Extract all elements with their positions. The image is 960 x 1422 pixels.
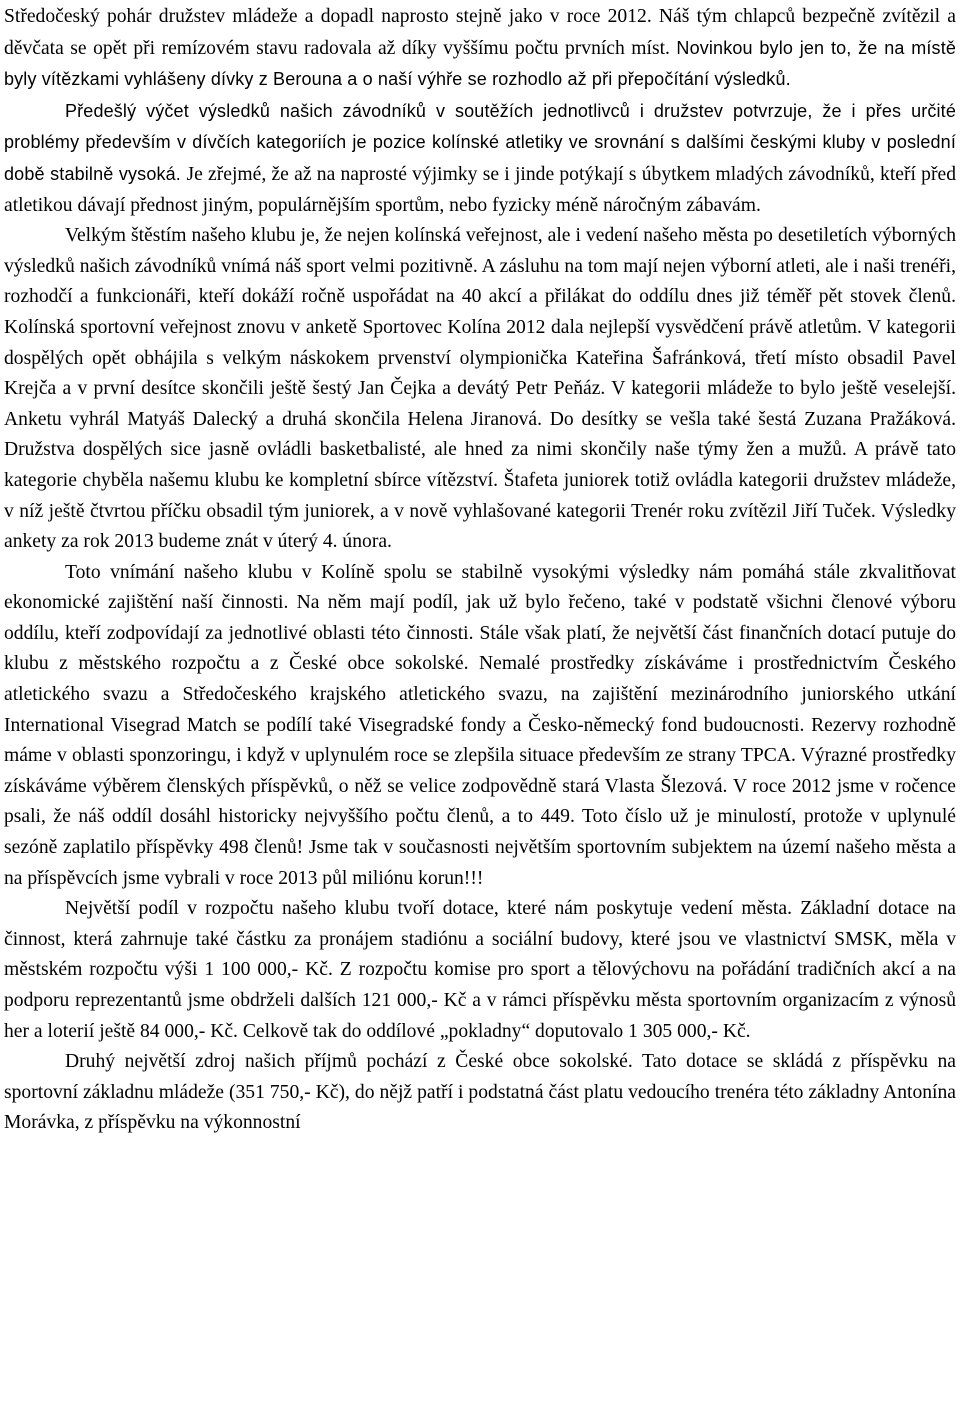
paragraph-2-text-b: Je zřejmé, že až na naprosté výjimky se i jinde potýkají s úbytkem mladých závodníků, kteří před atletikou dávají přednost jiným, populárnějším sportům, nebo fyzicky méně náročným zábavám.	[4, 163, 956, 216]
paragraph-3	[4, 221, 956, 558]
paragraph-2	[4, 96, 956, 221]
paragraph-5-text: Největší podíl v rozpočtu našeho klubu tvoří dotace, které nám poskytuje vedení města. Základní dotace na činnost, která zahrnuje také částku za pronájem stadiónu a sociální budovy, které jsou ve vlastnictví SMSK, měla v městském rozpočtu výši 1 100 000,- Kč. Z rozpočtu komise pro sport a tělovýchovu na pořádání tradičních akcí a na podporu reprezentantů jsme obdrželi dalších 121 000,- Kč a v rámci příspěvku města sportovním organizacím z výnosů her a loterií ještě 84 000,- Kč. Celkově tak do oddílové „pokladny“ doputovalo 1 305 000,- Kč.	[4, 898, 956, 1042]
paragraph-6-text: Druhý největší zdroj našich příjmů pochází z České obce sokolské. Tato dotace se skládá z příspěvku na sportovní základnu mládeže (351 750,- Kč), do nějž patří i podstatná část platu vedoucího trenéra této základny Antonína Morávka, z příspěvku na výkonnostní	[4, 1051, 956, 1134]
paragraph-5	[4, 894, 956, 1047]
paragraph-1	[4, 2, 956, 96]
paragraph-1-text-b: Novinkou bylo jen to, že na místě byly vítězkami vyhlášeny dívky z Berouna a o naší výhře se rozhodlo až při přepočítání výsledků.	[4, 37, 956, 90]
paragraph-4-text: Toto vnímání našeho klubu v Kolíně spolu se stabilně vysokými výsledky nám pomáhá stále zkvalitňovat ekonomické zajištění naší činnosti. Na něm mají podíl, jak už bylo řečeno, také v podstatě všichni členové výboru oddílu, kteří zodpovídají za jednotlivé oblasti této činnosti. Stále však platí, že největší část finančních dotací putuje do klubu z městského rozpočtu a z České obce sokolské. Nemalé prostředky získáváme i prostřednictvím Českého atletického svazu a Středočeského krajského atletického svazu, na zajištění mezinárodního juniorského utkání International Visegrad Match se podílí také Visegradské fondy a Česko-německý fond budoucnosti. Rezervy rozhodně máme v oblasti sponzoringu, i když v uplynulém roce se zlepšila situace především ze strany TPCA. Výrazné prostředky získáváme výběrem členských příspěvků, o něž se velice zodpovědně stará Vlasta Šlezová. V roce 2012 jsme v ročence psali, že náš oddíl dosáhl historicky nejvyššího počtu členů, a to 449. Toto číslo už je minulostí, protože v uplynulé sezóně zaplatilo příspěvky 498 členů! Jsme tak v současnosti největším sportovním subjektem na území našeho města a na příspěvcích jsme vybrali v roce 2013 půl miliónu korun!!!	[4, 561, 956, 889]
paragraph-1-text-a: Středočeský pohár družstev mládeže a dopadl naprosto stejně jako v roce 2012. Náš tým chlapců bezpečně zvítězil a děvčata se opět při remízovém stavu radovala až díky vyššímu počtu prvních míst.	[4, 6, 956, 59]
paragraph-4	[4, 558, 956, 895]
paragraph-3-text: Velkým štěstím našeho klubu je, že nejen kolínská veřejnost, ale i vedení našeho města po desetiletích výborných výsledků našich závodníků vnímá náš sport velmi pozitivně. A zásluhu na tom mají nejen výborní atleti, ale i naši trenéři, rozhodčí a funkcionáři, kteří dokáží ročně uspořádat na 40 akcí a přilákat do oddílu dnes již téměř pět stovek členů. Kolínská sportovní veřejnost znovu v anketě Sportovec Kolína 2012 dala nejlepší vysvědčení právě atletům. V kategorii dospělých opět obhájila s velkým náskokem prvenství olympionička Kateřina Šafránková, třetí místo obsadil Pavel Krejča a v první desítce skončili ještě šestý Jan Čejka a devátý Petr Peňáz. V kategorii mládeže to bylo ještě veselejší. Anketu vyhrál Matyáš Dalecký a druhá skončila Helena Jiranová. Do desítky se vešla také šestá Zuzana Pražáková. Družstva dospělých sice jasně ovládli basketbalisté, ale hned za nimi skončily naše týmy žen a mužů. A právě tato kategorie chyběla našemu klubu ke kompletní sbírce vítězství. Štafeta juniorek totiž ovládla kategorii družstev mládeže, v níž ještě čtvrtou příčku obsadil tým juniorek, a v nově vyhlašované kategorii Trenér roku zvítězil Jiří Tuček. Výsledky ankety za rok 2013 budeme znát v úterý 4. února.	[4, 225, 956, 553]
paragraph-6	[4, 1047, 956, 1139]
paragraph-2-text-a: Předešlý výčet výsledků našich závodníků v soutěžích jednotlivců i družstev potvrzuje, že i přes určité problémy především v dívčích kategoriích je pozice kolínské atletiky ve srovnání s dalšími českými kluby v poslední době stabilně vysoká.	[4, 100, 956, 184]
